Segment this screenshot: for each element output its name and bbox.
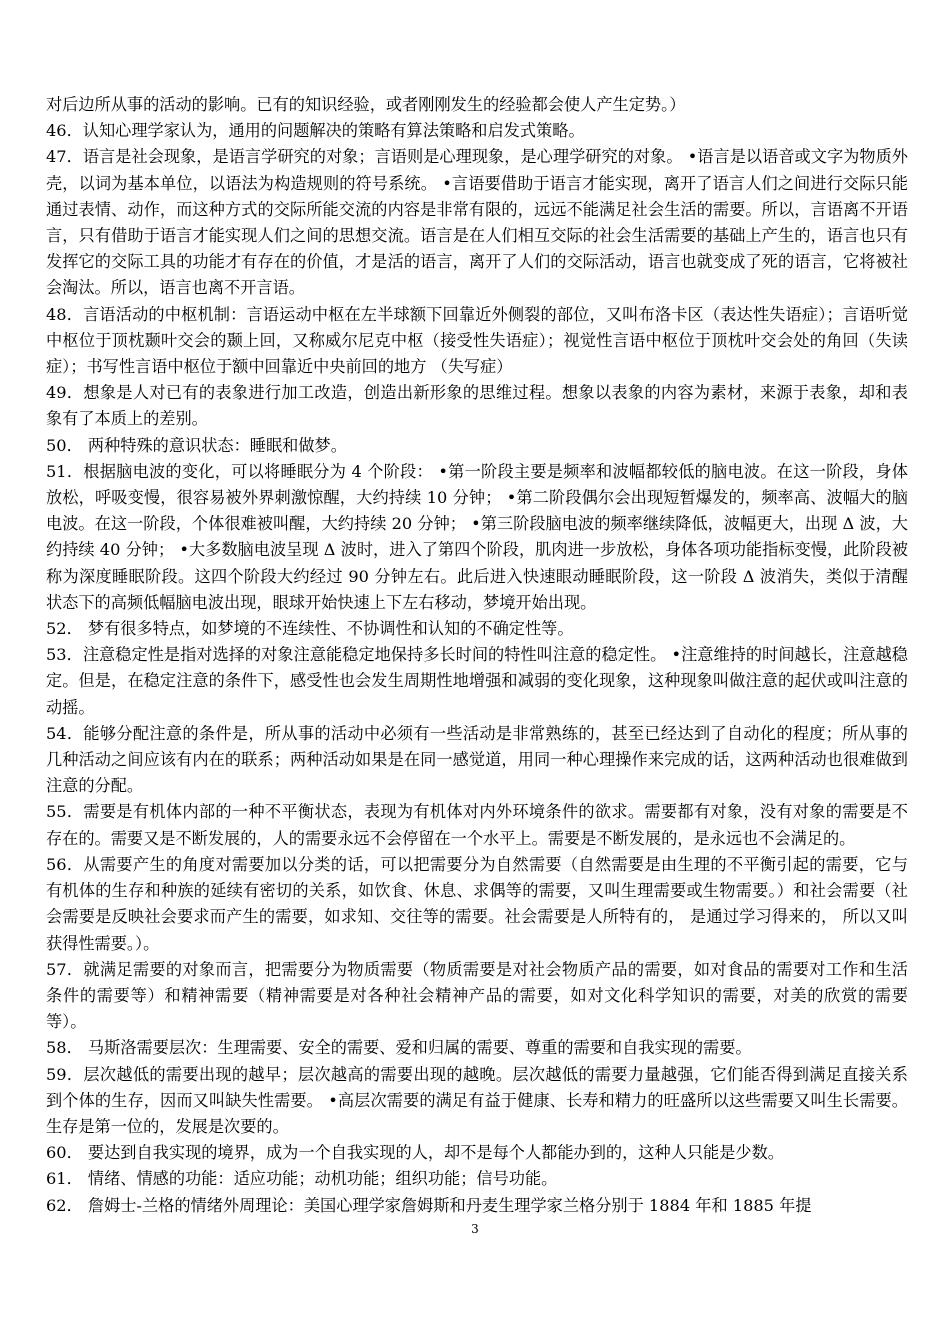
paragraph: 52． 梦有很多特点，如梦境的不连续性、不协调性和认知的不确定性等。: [46, 619, 574, 639]
paragraph: 47．语言是社会现象，是语言学研究的对象；言语则是心理现象，是心理学研究的对象。 •语言是以语音或文字为物质外壳，以词为基本单位，以语法为构造规则的符号系统。 •言语要借助于语言才能实现，离开了语言人们之间进行交际只能通过表情、动作，而这种方式的交际所能交流的内容是非常有限的，远远不能满足社会生活的需要。所以，言语离不开语言，只有借助于语言才能实现人们之间的思想交流。语言是在人们相互交际的社会生活需要的基础上产生的，语言也只有发挥它的交际工具的功能才有存在的价值，才是活的语言，离开了人们的交际活动，语言也就变成了死的语言，它将被社会淘汰。所以，语言也离不开言语。: [46, 147, 908, 298]
paragraph: 57．就满足需要的对象而言，把需要分为物质需要（物质需要是对社会物质产品的需要，如对食品的需要对工作和生活条件的需要等）和精神需要（精神需要是对各种社会精神产品的需要，如对文化科学知识的需要，对美的欣赏的需要等）。: [46, 959, 908, 1032]
paragraph: 55．需要是有机体内部的一种不平衡状态，表现为有机体对内外环境条件的欲求。需要都有对象，没有对象的需要是不存在的。需要又是不断发展的，人的需要永远不会停留在一个水平上。需要是不断发展的，是永远也不会满足的。: [46, 802, 908, 848]
paragraph: 61． 情绪、情感的功能：适应功能；动机功能；组织功能；信号功能。: [46, 1169, 558, 1189]
paragraph: 50． 两种特殊的意识状态：睡眠和做梦。: [46, 435, 347, 455]
page-content: [46, 92, 908, 1219]
paragraph: 49．想象是人对已有的表象进行加工改造，创造出新形象的思维过程。想象以表象的内容为素材，来源于表象，却和表象有了本质上的差别。: [46, 383, 908, 429]
paragraph: 56．从需要产生的角度对需要加以分类的话，可以把需要分为自然需要（自然需要是由生理的不平衡引起的需要，它与有机体的生存和种族的延续有密切的关系，如饮食、休息、求偶等的需要，又叫生理需要或生物需要。）和社会需要（社会需要是反映社会要求而产生的需要，如求知、交往等的需要。社会需要是人所特有的， 是通过学习得来的， 所以又叫获得性需要。）。: [46, 854, 908, 953]
paragraph: 46．认知心理学家认为，通用的问题解决的策略有算法策略和启发式策略。: [46, 121, 585, 141]
paragraph: 对后边所从事的活动的影响。已有的知识经验，或者刚刚发生的经验都会使人产生定势。）: [46, 95, 686, 114]
paragraph: 48．言语活动的中枢机制：言语运动中枢在左半球额下回靠近外侧裂的部位，又叫布洛卡区（表达性失语症）；言语听觉中枢位于顶枕颞叶交会的颞上回，又称威尔尼克中枢（接受性失语症）；视觉性言语中枢位于顶枕叶交会处的角回（失读症）；书写性言语中枢位于额中回靠近中央前回的地方 （失写症）: [46, 304, 908, 377]
paragraph: 60． 要达到自我实现的境界，成为一个自我实现的人，却不是每个人都能办到的，这种人只能是少数。: [46, 1143, 784, 1163]
page-number: 3: [471, 1222, 479, 1236]
paragraph: 51．根据脑电波的变化，可以将睡眠分为 4 个阶段： •第一阶段主要是频率和波幅都较低的脑电波。在这一阶段，身体放松，呼吸变慢，很容易被外界刺激惊醒，大约持续 10 分钟； •第二阶段偶尔会出现短暂爆发的，频率高、波幅大的脑电波。在这一阶段，个体很难被叫醒，大约持续 20 分钟； •第三阶段脑电波的频率继续降低，波幅更大，出现 Δ 波，大约持续 40 分钟； •大多数脑电波呈现 Δ 波时，进入了第四个阶段，肌肉进一步放松，身体各项功能指标变慢，此阶段被称为深度睡眠阶段。这四个阶段大约经过 90 分钟左右。此后进入快速眼动睡眠阶段，这一阶段 Δ 波消失，类似于清醒状态下的高频低幅脑电波出现，眼球开始快速上下左右移动，梦境开始出现。: [46, 461, 908, 612]
paragraph: 62． 詹姆士-兰格的情绪外周理论：美国心理学家詹姆斯和丹麦生理学家兰格分别于 1884 年和 1885 年提: [46, 1195, 812, 1215]
paragraph: 58． 马斯洛需要层次：生理需要、安全的需要、爱和归属的需要、尊重的需要和自我实现的需要。: [46, 1038, 752, 1058]
paragraph: 54．能够分配注意的条件是，所从事的活动中必须有一些活动是非常熟练的，甚至已经达到了自动化的程度；所从事的几种活动之间应该有内在的联系；两种活动如果是在同一感觉道，用同一种心理操作来完成的话，这两种活动也很难做到注意的分配。: [46, 723, 908, 796]
paragraph: 53．注意稳定性是指对选择的对象注意能稳定地保持多长时间的特性叫注意的稳定性。 •注意维持的时间越长，注意越稳定。但是，在稳定注意的条件下，感受性也会发生周期性地增强和减弱的变化现象，这种现象叫做注意的起伏或叫注意的动摇。: [46, 645, 908, 717]
paragraph: 59．层次越低的需要出现的越早；层次越高的需要出现的越晚。层次越低的需要力量越强，它们能否得到满足直接关系到个体的生存，因而又叫缺失性需要。 •高层次需要的满足有益于健康、长寿和精力的旺盛所以这些需要又叫生长需要。生存是第一位的，发展是次要的。: [46, 1064, 908, 1136]
